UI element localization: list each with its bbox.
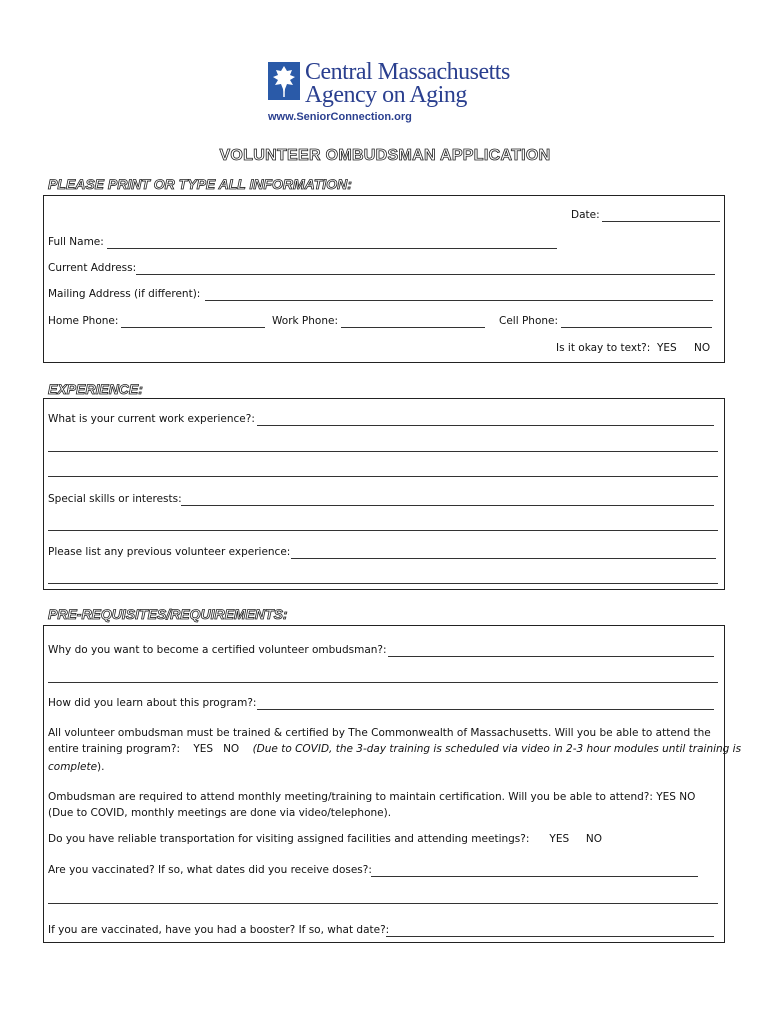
meeting-note: (Due to COVID, monthly meetings are done via video/telephone). (48, 807, 392, 819)
current-address-field[interactable] (136, 274, 715, 275)
why-line-2[interactable] (48, 682, 718, 683)
cell-phone-label: Cell Phone: (499, 315, 559, 327)
skills-field[interactable] (181, 505, 714, 506)
requirements-section-heading: PRE-REQUISITES/REQUIREMENTS: (48, 606, 288, 622)
skills-line-2[interactable] (48, 530, 718, 531)
mailing-address-field[interactable] (205, 300, 713, 301)
learn-label: How did you learn about this program?: (48, 697, 257, 709)
learn-field[interactable] (257, 709, 714, 710)
volunteer-experience-line-2[interactable] (48, 583, 718, 584)
oak-leaf-icon (268, 62, 300, 100)
work-phone-label: Work Phone: (272, 315, 338, 327)
work-experience-field[interactable] (257, 425, 714, 426)
current-address-label: Current Address: (48, 262, 137, 274)
text-ok-yes[interactable]: YES (657, 342, 677, 354)
vaccinated-field[interactable] (371, 876, 698, 877)
volunteer-experience-field[interactable] (291, 558, 716, 559)
page-title: VOLUNTEER OMBUDSMAN APPLICATION (219, 147, 551, 164)
agency-logo (268, 60, 558, 126)
full-name-field[interactable] (107, 248, 557, 249)
cell-phone-field[interactable] (561, 327, 712, 328)
why-label: Why do you want to become a certified volunteer ombudsman?: (48, 644, 387, 656)
training-question-line2 (48, 743, 741, 755)
requirements-box (43, 625, 725, 943)
skills-label: Special skills or interests: (48, 493, 182, 505)
training-note-close: ). (97, 761, 105, 773)
transport-question-text: Do you have reliable transportation for visiting assigned facilities and attending meetings?: (48, 833, 530, 845)
work-experience-line-2[interactable] (48, 451, 718, 452)
org-name-line1: Central Massachusetts (305, 59, 510, 85)
training-question-line1: All volunteer ombudsman must be trained & certified by The Commonwealth of Massachusetts. Will you be able to attend the (48, 727, 711, 739)
date-label: Date: (571, 209, 600, 221)
transport-yes[interactable]: YES (549, 833, 570, 845)
text-ok-label: Is it okay to text?: (556, 342, 651, 354)
why-field[interactable] (388, 656, 714, 657)
volunteer-experience-label: Please list any previous volunteer experience: (48, 546, 291, 558)
training-note-complete: complete (48, 761, 98, 773)
personal-section-heading: PLEASE PRINT OR TYPE ALL INFORMATION: (48, 176, 352, 192)
experience-section-heading: EXPERIENCE: (48, 381, 143, 397)
work-phone-field[interactable] (341, 327, 485, 328)
training-note: (Due to COVID, the 3-day training is scheduled via video in 2-3 hour modules until training is (252, 743, 742, 755)
booster-field[interactable] (386, 936, 714, 937)
date-field[interactable] (602, 221, 720, 222)
training-question-text: entire training program?: (48, 743, 180, 755)
transport-question (48, 833, 602, 845)
transport-no[interactable]: NO (585, 833, 602, 845)
text-ok-no[interactable]: NO (694, 342, 711, 354)
training-note-end (48, 761, 104, 773)
vaccinated-question: Are you vaccinated? If so, what dates did you receive doses?: (48, 864, 372, 876)
full-name-label: Full Name: (48, 236, 104, 248)
vaccinated-line-2[interactable] (48, 903, 718, 904)
training-no[interactable]: NO (223, 743, 240, 755)
booster-question: If you are vaccinated, have you had a booster? If so, what date?: (48, 924, 390, 936)
org-website[interactable]: www.SeniorConnection.org (268, 111, 412, 123)
meeting-question-text: Ombudsman are required to attend monthly meeting/training to maintain certification. Will you be able to attend?: (48, 791, 653, 803)
home-phone-label: Home Phone: (48, 315, 119, 327)
work-experience-line-3[interactable] (48, 476, 718, 477)
meeting-question (48, 791, 695, 803)
org-name-line2: Agency on Aging (305, 82, 467, 108)
training-yes[interactable]: YES (193, 743, 214, 755)
mailing-address-label: Mailing Address (if different): (48, 288, 201, 300)
meeting-options[interactable]: YES NO (656, 791, 696, 803)
work-experience-label: What is your current work experience?: (48, 413, 255, 425)
home-phone-field[interactable] (121, 327, 265, 328)
